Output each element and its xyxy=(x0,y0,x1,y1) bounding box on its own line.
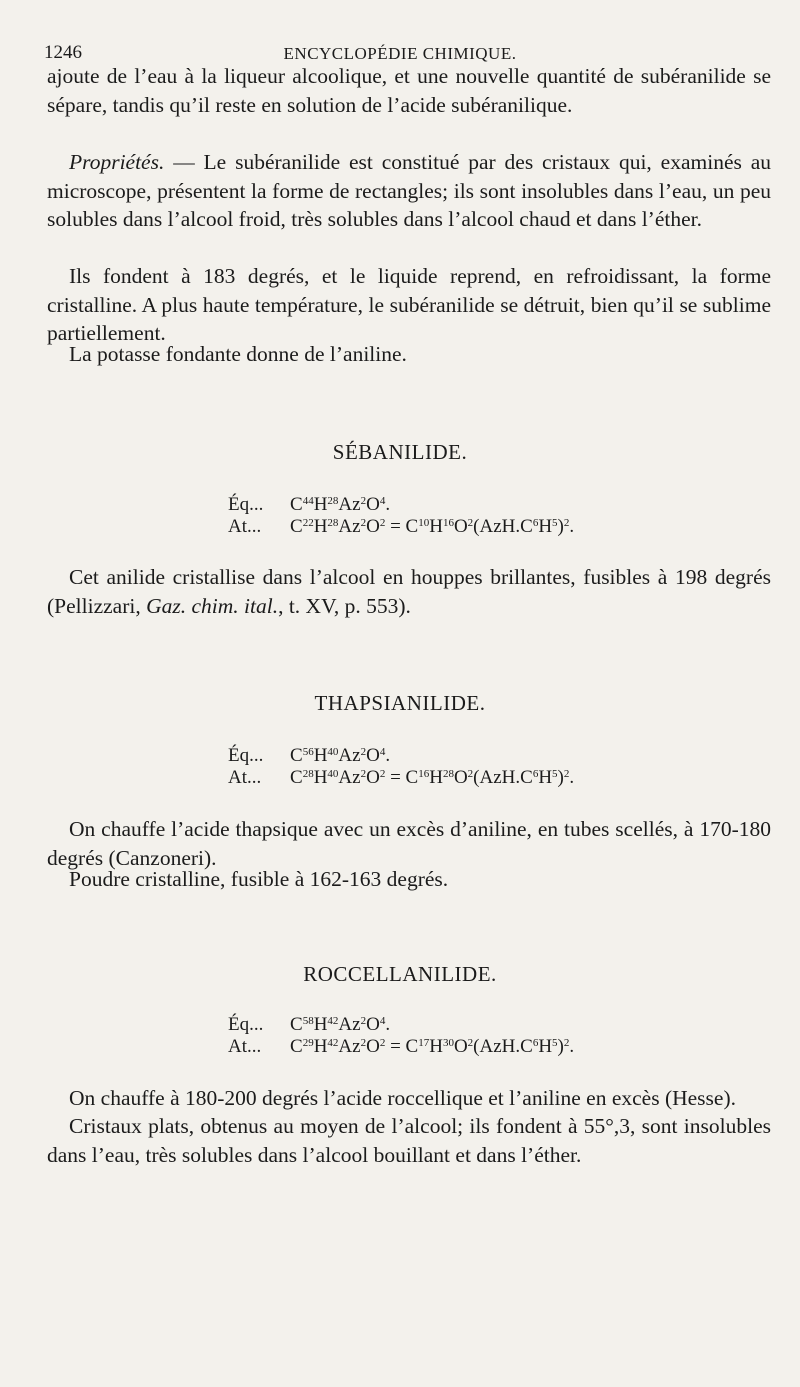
at-label: At... xyxy=(228,1036,262,1057)
paragraph-thapsianilide-props: Poudre cristalline, fusible à 162-163 degrés. xyxy=(69,867,449,891)
formula-at-sebanilide: At... $C^{22}H^{28}Az^2O^2 = C^{10}H^{16}O^2(AzH.C^6H^5)^2$. xyxy=(228,516,575,537)
journal-reference: Gaz. chim. ital. xyxy=(146,593,279,618)
paragraph-thapsianilide-prep: On chauffe l’acide thapsique avec un excès d’aniline, en tubes scellés, à 170-180 degrés (Canzoneri). xyxy=(47,817,771,870)
paragraph-potash: La potasse fondante donne de l’aniline. xyxy=(69,342,407,366)
paragraph-roccellanilide-props: Cristaux plats, obtenus au moyen de l’alcool; ils fondent à 55°,3, sont insolubles dans l’eau, très solubles dans l’alcool bouillant et dans l’éther. xyxy=(47,1114,771,1167)
eq-label: Éq... xyxy=(228,1014,264,1035)
sebanilide-text-a: Cet anilide cristallise dans l’alcool en houppes brillantes, fusibles à 198 degrés (Pellizzari, xyxy=(47,565,771,618)
at-label: At... xyxy=(228,516,262,537)
formula-at-thapsianilide: At... $C^{28}H^{40}Az^2O^2 = C^{16}H^{28}O^2(AzH.C^6H^5)^2$. xyxy=(228,767,575,788)
paragraph-sebanilide xyxy=(47,563,771,620)
properties-label: Propriétés. xyxy=(69,150,165,174)
paragraph-roccellanilide-prep: On chauffe à 180-200 degrés l’acide roccellique et l’aniline en excès (Hesse). xyxy=(69,1086,736,1110)
sebanilide-text-b: , t. XV, p. 553). xyxy=(278,593,411,618)
at-label: At... xyxy=(228,767,262,788)
paragraph-intro: ajoute de l’eau à la liqueur alcoolique, et une nouvelle quantité de subéranilide se sépare, tandis qu’il reste en solution de l’acide subéranilique. xyxy=(47,64,771,117)
section-title-roccellanilide: ROCCELLANILIDE. xyxy=(303,962,497,986)
formula-eq-thapsianilide: Éq... $C^{56}H^{40}Az^2O^4$. xyxy=(228,745,391,766)
eq-label: Éq... xyxy=(228,494,264,515)
properties-text: — Le subéranilide est constitué par des cristaux qui, examinés au microscope, présentent la forme de rectangles; ils sont insolubles dans l’eau, un peu solubles dans l’alcool froid, très solubles dans l’alcool chaud et dans l’éther. xyxy=(47,150,771,231)
page-number: 1246 xyxy=(44,42,82,63)
formula-eq-sebanilide: Éq... $C^{44}H^{28}Az^2O^4$. xyxy=(228,494,391,515)
paragraph-melting: Ils fondent à 183 degrés, et le liquide reprend, en refroidissant, la forme cristalline. A plus haute température, le subéranilide se détruit, bien qu’il se sublime partiellement. xyxy=(47,264,771,345)
paragraph-properties xyxy=(47,148,771,234)
section-title-sebanilide: SÉBANILIDE. xyxy=(332,440,468,464)
formula-eq-roccellanilide: Éq... $C^{58}H^{42}Az^2O^4$. xyxy=(228,1014,391,1035)
eq-label: Éq... xyxy=(228,745,264,766)
running-title: ENCYCLOPÉDIE CHIMIQUE. xyxy=(283,44,517,63)
section-title-thapsianilide: THAPSIANILIDE. xyxy=(314,691,486,715)
formula-at-roccellanilide: At... $C^{29}H^{42}Az^2O^2 = C^{17}H^{30}O^2(AzH.C^6H^5)^2$. xyxy=(228,1036,575,1057)
